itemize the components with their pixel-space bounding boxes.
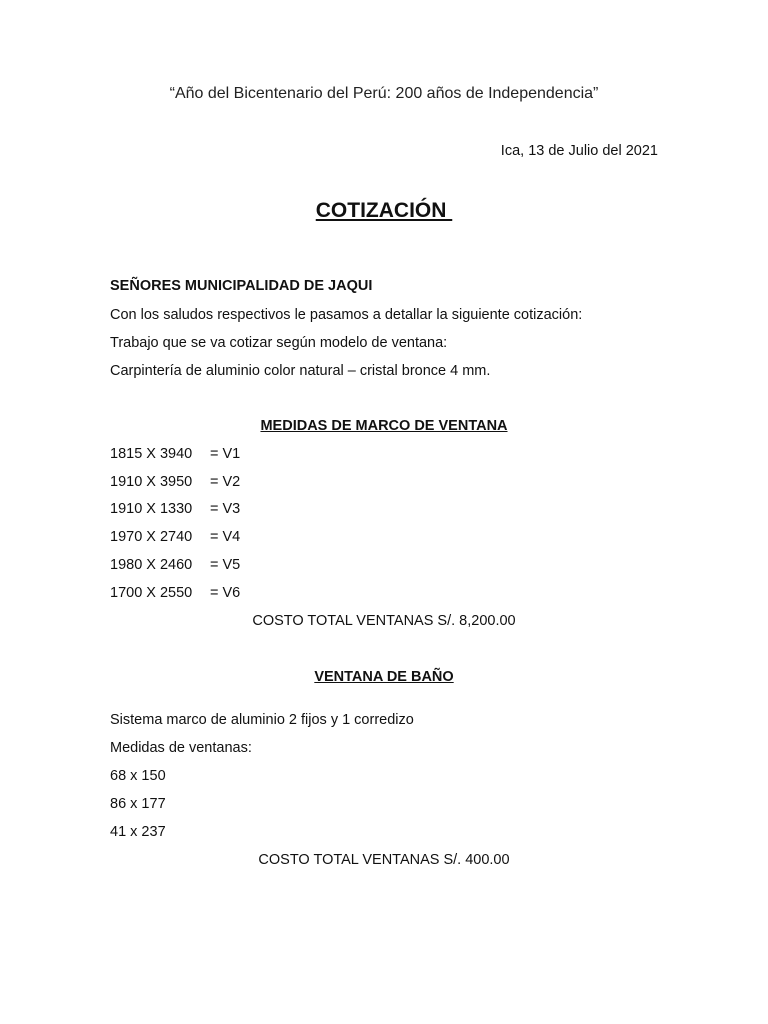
bathroom-measure: 86 x 177 [110,796,166,812]
bathroom-measures-label: Medidas de ventanas: [110,740,252,756]
frame-row [110,557,240,573]
bathroom-heading: VENTANA DE BAÑO [314,669,454,685]
intro-line-3: Carpintería de aluminio color natural – cristal bronce 4 mm. [110,363,491,379]
frame-row [110,529,240,545]
bathroom-measure: 68 x 150 [110,768,166,784]
frame-dimension: 1910 X 3950 [110,474,193,490]
intro-line-1: Con los saludos respectivos le pasamos a detallar la siguiente cotización: [110,307,583,323]
bathroom-measure: 41 x 237 [110,824,166,840]
frame-row [110,501,240,517]
frame-row [110,446,240,462]
intro-line-2: Trabajo que se va cotizar según modelo de ventana: [110,335,448,351]
frame-code: = V1 [210,446,241,462]
frame-row [110,474,240,490]
document-title: COTIZACIÓN [315,199,453,222]
motto-header: “Año del Bicentenario del Perú: 200 años de Independencia” [169,85,599,102]
frame-code: = V2 [210,474,241,490]
addressee: SEÑORES MUNICIPALIDAD DE JAQUI [110,278,373,294]
bathroom-total: COSTO TOTAL VENTANAS S/. 400.00 [258,852,510,868]
frames-heading: MEDIDAS DE MARCO DE VENTANA [260,418,508,434]
frame-dimension: 1910 X 1330 [110,501,193,517]
frame-code: = V6 [210,585,241,601]
document-date: Ica, 13 de Julio del 2021 [500,143,658,159]
frame-row [110,585,240,601]
frame-dimension: 1980 X 2460 [110,557,193,573]
frame-dimension: 1700 X 2550 [110,585,193,601]
frame-dimension: 1815 X 3940 [110,446,193,462]
frame-code: = V4 [210,529,241,545]
frame-code: = V5 [210,557,241,573]
frames-total: COSTO TOTAL VENTANAS S/. 8,200.00 [252,613,516,629]
frame-code: = V3 [210,501,241,517]
frame-dimension: 1970 X 2740 [110,529,193,545]
bathroom-system: Sistema marco de aluminio 2 fijos y 1 corredizo [110,712,414,728]
